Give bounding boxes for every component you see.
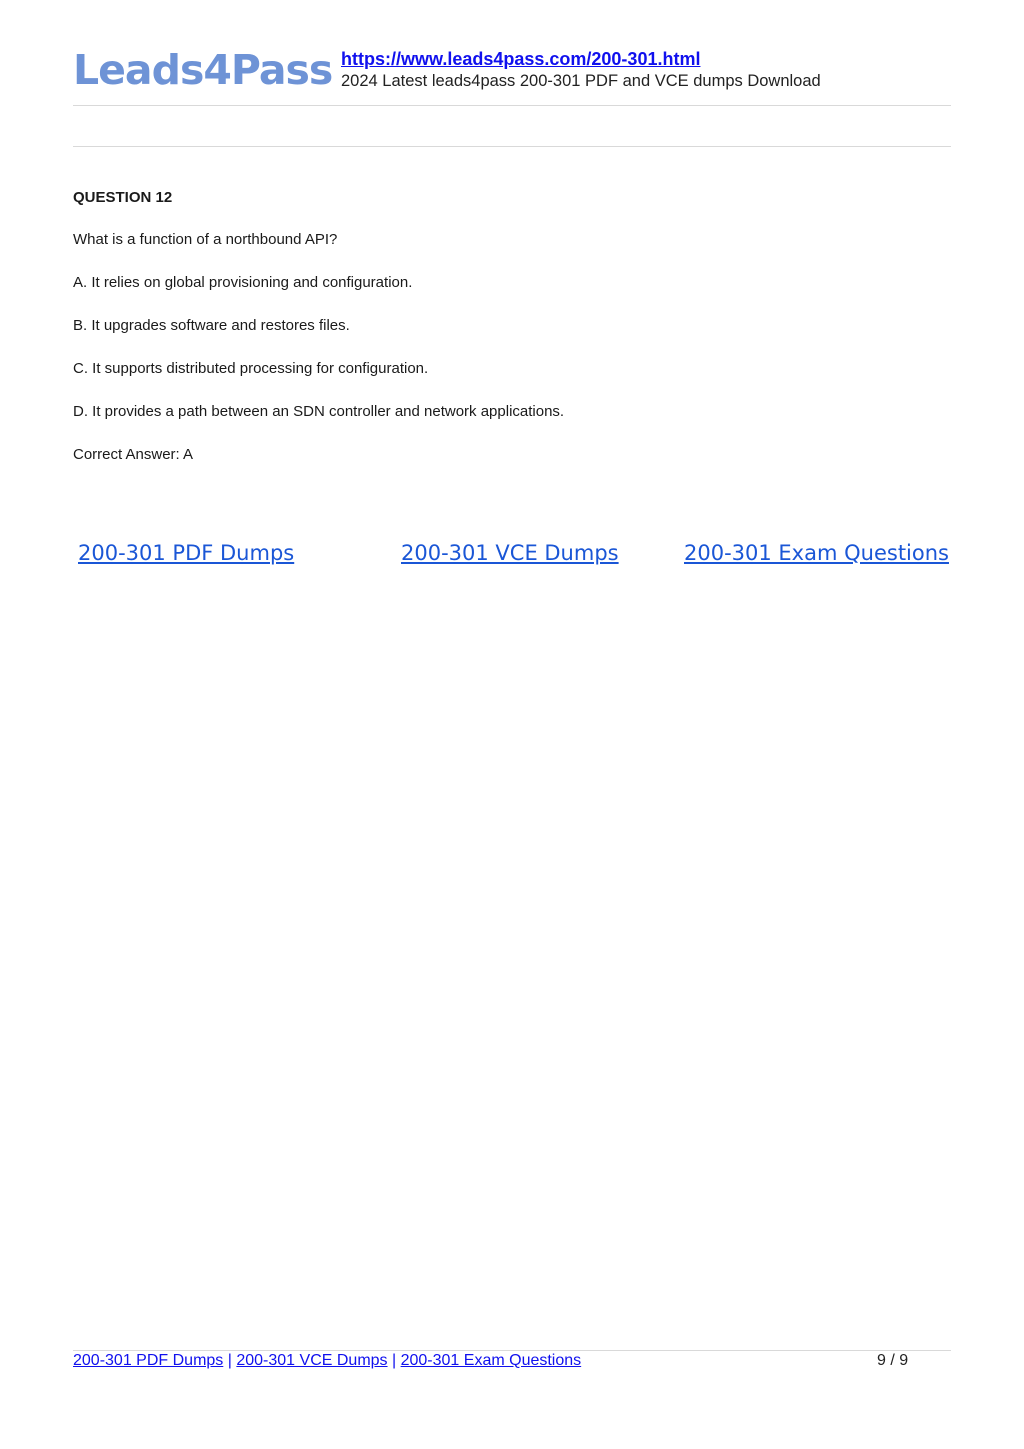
question-title: QUESTION 12 (73, 189, 173, 206)
header-url-link[interactable]: https://www.leads4pass.com/200-301.html (341, 49, 701, 69)
option-a: A. It relies on global provisioning and configuration. (73, 274, 413, 291)
section-divider (73, 146, 951, 147)
exam-questions-link[interactable]: 200-301 Exam Questions (684, 541, 949, 565)
header-divider (73, 105, 951, 106)
footer-exam-questions-link[interactable]: 200-301 Exam Questions (400, 1352, 582, 1369)
page-footer (73, 1353, 951, 1369)
option-b: B. It upgrades software and restores files. (73, 317, 350, 334)
pdf-dumps-link[interactable]: 200-301 PDF Dumps (78, 541, 295, 565)
footer-pdf-dumps-link[interactable]: 200-301 PDF Dumps (73, 1352, 224, 1369)
correct-answer: Correct Answer: A (73, 446, 194, 463)
footer-separator: | (392, 1352, 397, 1369)
footer-divider (73, 1350, 951, 1351)
footer-vce-dumps-link[interactable]: 200-301 VCE Dumps (236, 1352, 388, 1369)
option-c: C. It supports distributed processing for configuration. (73, 360, 429, 377)
footer-separator: | (227, 1352, 232, 1369)
page-header (73, 44, 951, 106)
question-text: What is a function of a northbound API? (73, 231, 338, 248)
page-number: 9 / 9 (877, 1352, 909, 1369)
vce-dumps-link[interactable]: 200-301 VCE Dumps (401, 541, 619, 565)
header-tagline: 2024 Latest leads4pass 200-301 PDF and VCE dumps Download (341, 72, 821, 90)
option-d: D. It provides a path between an SDN controller and network applications. (73, 403, 565, 420)
leads4pass-logo[interactable]: Leads4Pass (73, 46, 333, 94)
